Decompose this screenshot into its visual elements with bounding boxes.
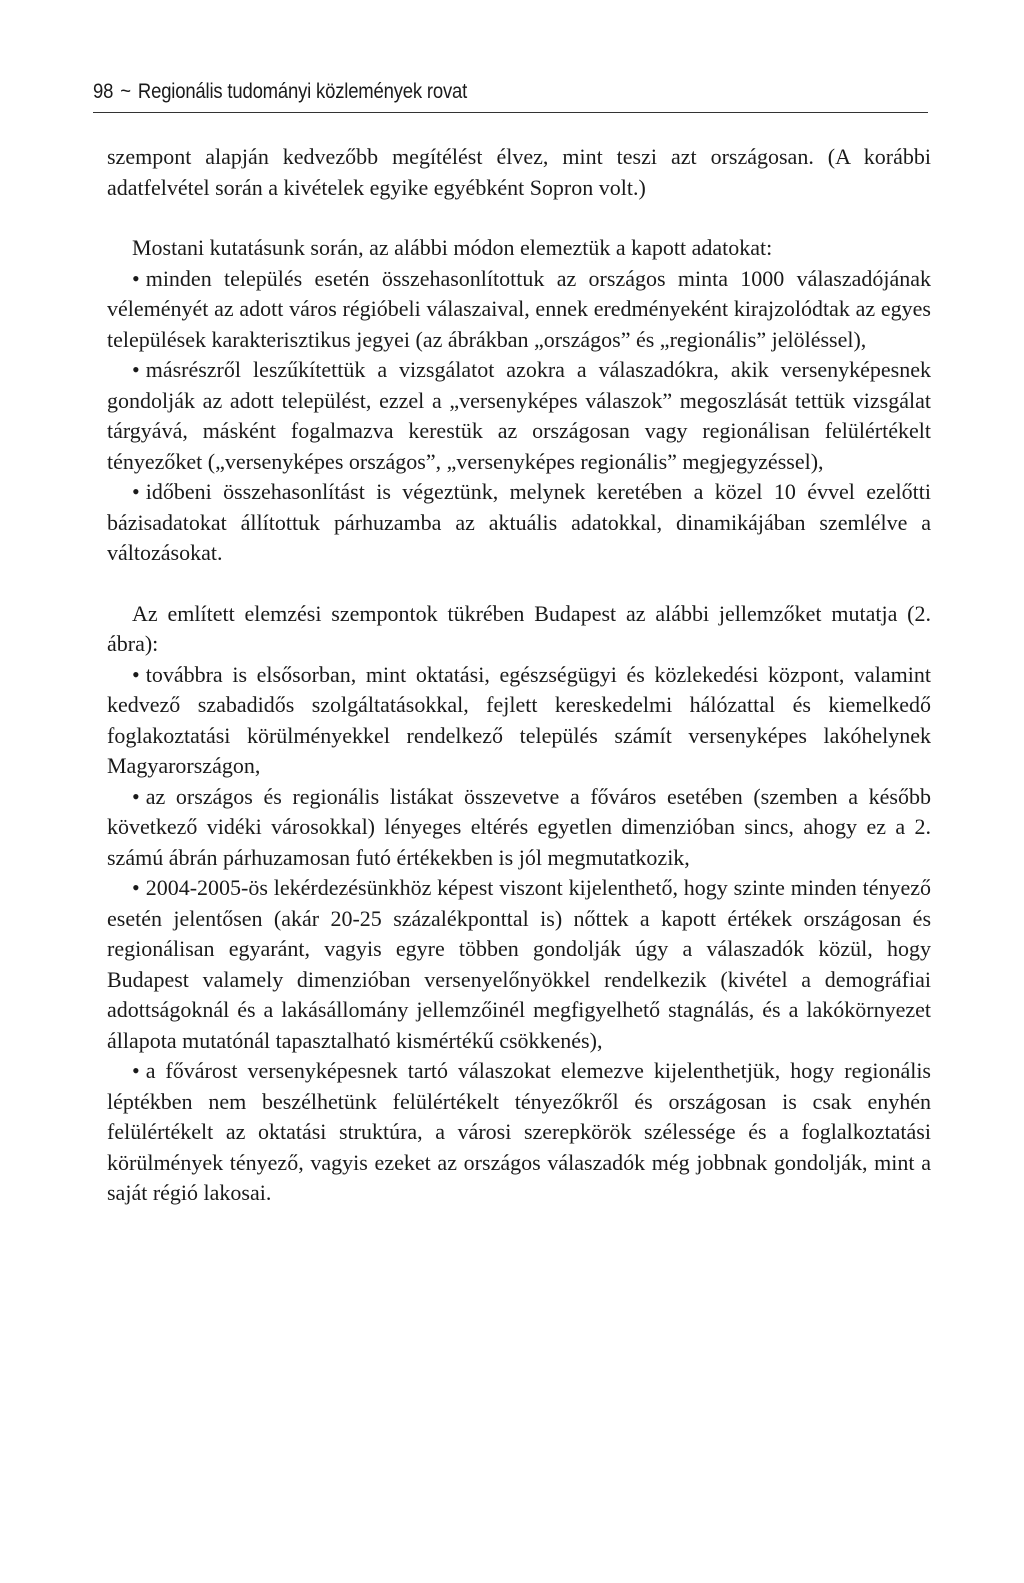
bullet-text: 2004-2005-ös lekérdezésünkhöz képest viszont kijelenthető, hogy szinte minden tényező esetén jelentősen (akár 20-25 százalékponttal is) nőttek a kapott értékek országosan és regionálisan egyaránt, vagyis egyre többen gondolják úgy a válaszadók közül, hogy Budapest valamely dimenzióban versenyelőnyökkel rendelkezik (kivétel a demográfiai adottságoknál és a lakásállomány jellemzőinél megfigyelhető stagnálás, és a lakókörnyezet állapota mutatónál tapasztalható kismértékű csökkenés), xyxy=(107,875,931,1053)
bullet-dot: • xyxy=(132,265,140,291)
page-body xyxy=(107,142,931,1209)
running-header xyxy=(93,80,928,113)
paragraph-gap xyxy=(107,203,931,233)
bullet-dot: • xyxy=(132,783,140,809)
bullet-text: az országos és regionális listákat összevetve a főváros esetében (szemben a később következő vidéki városokkal) lényeges eltérés egyetlen dimenzióban sincs, ahogy ez a 2. számú ábrán párhuzamosan futó értékekben is jól megmutatkozik, xyxy=(107,783,931,870)
paragraph-gap xyxy=(107,569,931,599)
page-number: 98 xyxy=(93,80,114,103)
section1-intro: Mostani kutatásunk során, az alábbi módon elemeztük a kapott adatokat: xyxy=(132,235,773,260)
section2-bullet xyxy=(107,660,931,782)
bullet-dot: • xyxy=(132,1058,140,1083)
continuation-paragraph: szempont alapján kedvezőbb megítélést élvez, mint teszi azt országosan. (A korábbi adatfelvétel során a kivételek egyike egyébként Sopron volt.) xyxy=(107,144,931,200)
section1-bullet xyxy=(107,264,931,356)
section2-bullet xyxy=(107,873,931,1056)
bullet-dot: • xyxy=(132,661,140,687)
section2-intro: Az említett elemzési szempontok tükrében Budapest az alábbi jellemzőket mutatja (2. ábra): xyxy=(107,600,931,656)
section1-bullet xyxy=(107,477,931,569)
section2-bullet xyxy=(107,782,931,874)
bullet-text: minden település esetén összehasonlítottuk az országos minta 1000 válaszadójának véleményét az adott város régióbeli válaszaival, ennek eredményeként kirajzolódtak az egyes települések karakterisztikus jegyei (az ábrákban „országos” és „regionális” jelöléssel), xyxy=(107,265,931,352)
running-header-text xyxy=(93,80,467,104)
bullet-dot: • xyxy=(132,479,140,504)
bullet-text: másrészről leszűkítettük a vizsgálatot azokra a válaszadókra, akik versenyképesnek gondolják az adott települést, ezzel a „versenyképes válaszok” megoszlását tettük vizsgálat tárgyává, másként fogalmazva kerestük az országosan vagy regionálisan felülértékelt tényezőket („versenyképes országos”, „versenyképes regionális” megjegyzéssel), xyxy=(107,357,931,474)
bullet-dot: • xyxy=(132,875,140,900)
bullet-dot: • xyxy=(132,357,140,382)
bullet-text: továbbra is elsősorban, mint oktatási, egészségügyi és közlekedési központ, valamint kedvező szabadidős szolgáltatásokkal, fejlett kereskedelmi hálózattal és kiemelkedő foglakoztatási körülményekkel rendelkező település számít versenyképes lakóhelynek Magyarországon, xyxy=(107,661,931,778)
journal-section-title: Regionális tudományi közlemények rovat xyxy=(137,80,468,103)
bullet-text: a fővárost versenyképesnek tartó válaszokat elemezve kijelenthetjük, hogy regionális léptékben nem beszélhetünk felülértékelt tényezőkről és országosan is csak enyhén felülértékelt az oktatási struktúra, a városi szerepkörök szélessége és a foglalkoztatási körülmények tényező, vagyis ezeket az országos válaszadók még jobbnak gondolják, mint a saját régió lakosai. xyxy=(107,1058,931,1205)
section2-bullet xyxy=(107,1056,931,1209)
header-separator: ~ xyxy=(120,80,131,103)
section1-bullet xyxy=(107,355,931,477)
bullet-text: időbeni összehasonlítást is végeztünk, melynek keretében a közel 10 évvel ezelőtti bázisadatokat állítottuk párhuzamba az aktuális adatokkal, dinamikájában szemlélve a változásokat. xyxy=(107,479,931,565)
